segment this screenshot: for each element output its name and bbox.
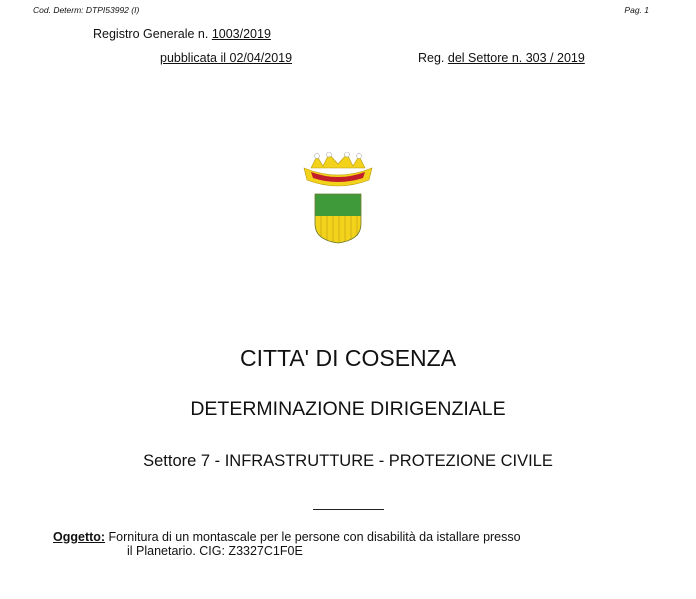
subject-label: Oggetto: (53, 530, 106, 544)
publication-date: pubblicata il 02/04/2019 (160, 51, 293, 65)
divider (313, 509, 384, 510)
page-number: Pag. 1 (624, 5, 649, 15)
registro-settore (418, 51, 585, 65)
subject-line-1: Fornitura di un montascale per le persone con disabilità da istallare presso (105, 530, 521, 544)
document-type: DETERMINAZIONE DIRIGENZIALE (190, 398, 506, 420)
document-code: Cod. Determ: DTPI53992 (I) (33, 5, 140, 15)
registro-settore-label: Reg. (418, 51, 448, 65)
registro-generale-number: 1003/2019 (211, 27, 271, 41)
registro-generale-label: Registro Generale n. (93, 27, 212, 41)
coat-of-arms-icon (301, 152, 375, 244)
city-name: CITTA' DI COSENZA (239, 345, 457, 371)
subject (53, 530, 663, 558)
subject-line-2: il Planetario. CIG: Z3327C1F0E (127, 544, 303, 558)
registro-settore-number: del Settore n. 303 / 2019 (447, 51, 585, 65)
registro-generale (93, 27, 271, 41)
sector-name: Settore 7 - INFRASTRUTTURE - PROTEZIONE CIVILE (143, 452, 553, 470)
